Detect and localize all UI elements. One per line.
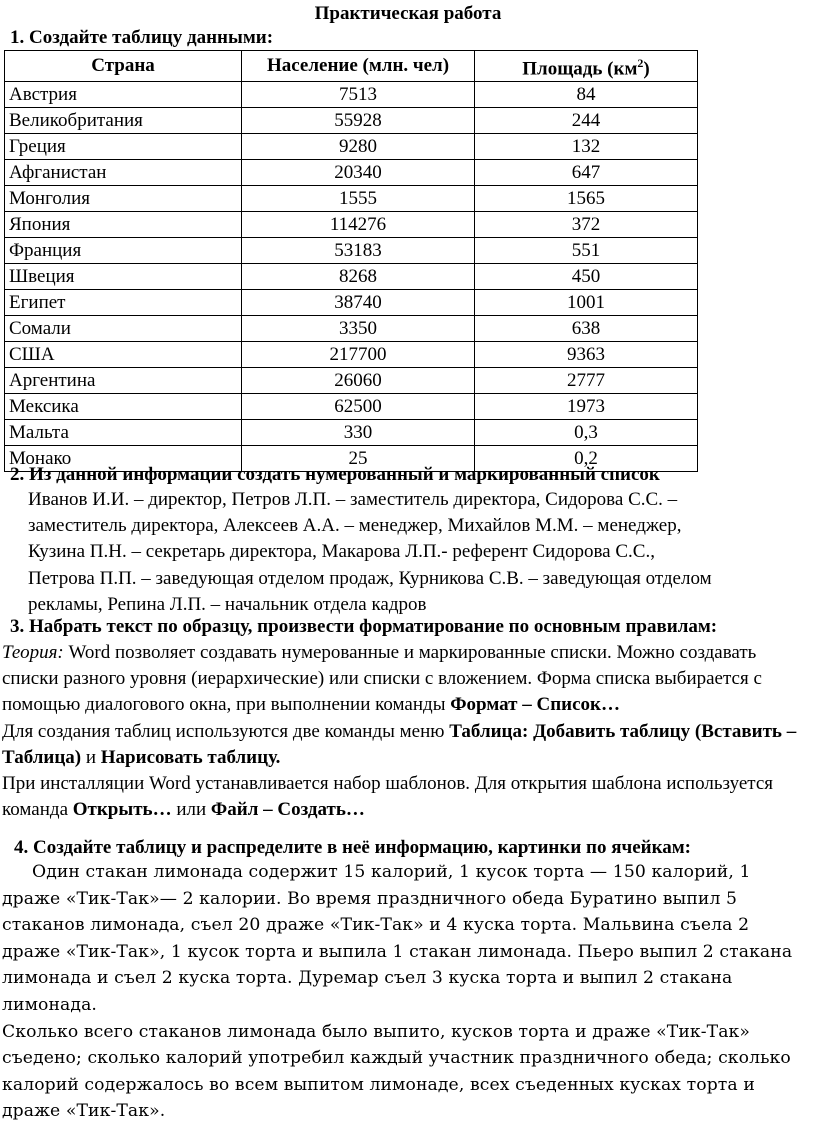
task2-text xyxy=(28,487,816,618)
cell-country: Великобритания xyxy=(5,108,242,134)
header-area-close: ) xyxy=(643,58,650,80)
header-country: Страна xyxy=(5,51,242,82)
cell-country: Франция xyxy=(5,238,242,264)
table-row xyxy=(5,290,698,316)
table-row xyxy=(5,264,698,290)
task3-p2-command2: Нарисовать таблицу. xyxy=(100,746,281,768)
task3-p2-text: Для создания таблиц используются две команды меню xyxy=(2,720,450,742)
cell-area: 638 xyxy=(475,316,698,342)
task2-line: рекламы, Репина Л.П. – начальник отдела кадров xyxy=(28,593,427,615)
task4-paragraph-2: Сколько всего стаканов лимонада было выпито, кусков торта и драже «Тик-Так» съедено; сколько калорий употребил каждый участник праздничного обеда; сколько калорий содержалось во всем выпитом лимонаде, всех съеденных кусках торта и драже «Тик-Так». xyxy=(2,1021,791,1122)
cell-area: 132 xyxy=(475,134,698,160)
cell-country: Афганистан xyxy=(5,160,242,186)
task3-p1-command: Формат – Список… xyxy=(450,694,620,716)
cell-population: 38740 xyxy=(242,290,475,316)
cell-population: 55928 xyxy=(242,108,475,134)
cell-country: Австрия xyxy=(5,82,242,108)
table-row xyxy=(5,186,698,212)
cell-area: 0,3 xyxy=(475,420,698,446)
table-row xyxy=(5,134,698,160)
cell-area: 551 xyxy=(475,238,698,264)
cell-area: 0,2 xyxy=(475,446,698,472)
task2-line: Петрова П.П. – заведующая отделом продаж, Курникова С.В. – заведующая отделом xyxy=(28,567,712,589)
table-row xyxy=(5,394,698,420)
task3-p2-command: Таблица: Добавить таблицу (Вставить – Таблица) xyxy=(2,720,797,768)
cell-area: 1973 xyxy=(475,394,698,420)
page-title: Практическая работа xyxy=(314,3,502,24)
task2-heading: 2. Из данной информации создать нумерованный и маркированный список xyxy=(10,464,660,485)
cell-area: 84 xyxy=(475,82,698,108)
table-row xyxy=(5,342,698,368)
cell-population: 330 xyxy=(242,420,475,446)
cell-country: Аргентина xyxy=(5,368,242,394)
cell-population: 217700 xyxy=(242,342,475,368)
task4-paragraph-1: Один стакан лимонада содержит 15 калорий, 1 кусок торта — 150 калорий, 1 драже «Тик-Так»— 2 калории. Во время праздничного обеда Буратино выпил 5 стаканов лимонада, съел 20 драже «Тик-Так» и 4 куска торта. Мальвина съела 2 драже «Тик-Так», 1 кусок торта и выпила 1 стакан лимонада. Пьеро выпил 2 стакана лимонада и съел 2 куска торта. Дуремар съел 3 куска торта и выпил 2 стакана лимонада. xyxy=(2,862,793,1015)
table-row xyxy=(5,420,698,446)
header-area-text: Площадь (км xyxy=(522,58,638,80)
task4-body xyxy=(2,859,810,1125)
table-row xyxy=(5,160,698,186)
cell-area: 450 xyxy=(475,264,698,290)
cell-country: Монако xyxy=(5,446,242,472)
cell-population: 20340 xyxy=(242,160,475,186)
task3-p3-command: Открыть… xyxy=(72,799,172,821)
cell-population: 3350 xyxy=(242,316,475,342)
task4-heading: 4. Создайте таблицу и распределите в неё информацию, картинки по ячейкам: xyxy=(14,837,692,858)
cell-population: 8268 xyxy=(242,264,475,290)
cell-country: Сомали xyxy=(5,316,242,342)
cell-population: 26060 xyxy=(242,368,475,394)
cell-area: 244 xyxy=(475,108,698,134)
task3-paragraph-3 xyxy=(2,771,814,823)
cell-area: 372 xyxy=(475,212,698,238)
table-row xyxy=(5,368,698,394)
cell-country: Швеция xyxy=(5,264,242,290)
cell-population: 25 xyxy=(242,446,475,472)
cell-country: Мальта xyxy=(5,420,242,446)
cell-population: 114276 xyxy=(242,212,475,238)
theory-label: Теория: xyxy=(2,642,64,663)
cell-population: 9280 xyxy=(242,134,475,160)
cell-country: США xyxy=(5,342,242,368)
table-row xyxy=(5,82,698,108)
header-area-sup: 2 xyxy=(637,56,644,70)
cell-country: Греция xyxy=(5,134,242,160)
cell-population: 7513 xyxy=(242,82,475,108)
task2-line: заместитель директора, Алексеев А.А. – менеджер, Михайлов М.М. – менеджер, xyxy=(28,515,682,537)
table-row xyxy=(5,316,698,342)
task3-p3-text: При инсталляции Word устанавливается набор шаблонов. Для открытия шаблона используется команда xyxy=(2,773,773,821)
table-header-row xyxy=(5,51,698,82)
header-population: Население (млн. чел) xyxy=(242,51,475,82)
header-area xyxy=(475,51,698,82)
cell-area: 647 xyxy=(475,160,698,186)
task2-line: Иванов И.И. – директор, Петров Л.П. – заместитель директора, Сидорова С.С. – xyxy=(28,489,678,510)
cell-country: Монголия xyxy=(5,186,242,212)
task3-p2-and: и xyxy=(81,746,101,768)
task3-paragraph-2 xyxy=(2,719,814,771)
task3-body xyxy=(2,640,814,823)
cell-country: Египет xyxy=(5,290,242,316)
cell-country: Япония xyxy=(5,212,242,238)
task3-p3-or: или xyxy=(171,799,211,821)
task3-p1-text: Word позволяет создавать нумерованные и маркированные списки. Можно создавать списки разного уровня (иерархические) или списки с вложением. Форма списка выбирается с помощью диалогового окна, при выполнении команды xyxy=(2,642,762,716)
cell-area: 1001 xyxy=(475,290,698,316)
table-row xyxy=(5,238,698,264)
task1-heading: 1. Создайте таблицу данными: xyxy=(10,27,274,48)
table-row xyxy=(5,108,698,134)
cell-area: 9363 xyxy=(475,342,698,368)
task3-p3-command2: Файл – Создать… xyxy=(210,799,365,821)
cell-area: 2777 xyxy=(475,368,698,394)
task2-line: Кузина П.Н. – секретарь директора, Макарова Л.П.- референт Сидорова С.С., xyxy=(28,541,655,563)
table-row xyxy=(5,212,698,238)
cell-population: 1555 xyxy=(242,186,475,212)
task3-heading: 3. Набрать текст по образцу, произвести форматирование по основным правилам: xyxy=(10,616,718,637)
cell-country: Мексика xyxy=(5,394,242,420)
countries-table xyxy=(4,50,698,472)
cell-area: 1565 xyxy=(475,186,698,212)
cell-population: 62500 xyxy=(242,394,475,420)
task3-paragraph-1 xyxy=(2,640,814,719)
cell-population: 53183 xyxy=(242,238,475,264)
